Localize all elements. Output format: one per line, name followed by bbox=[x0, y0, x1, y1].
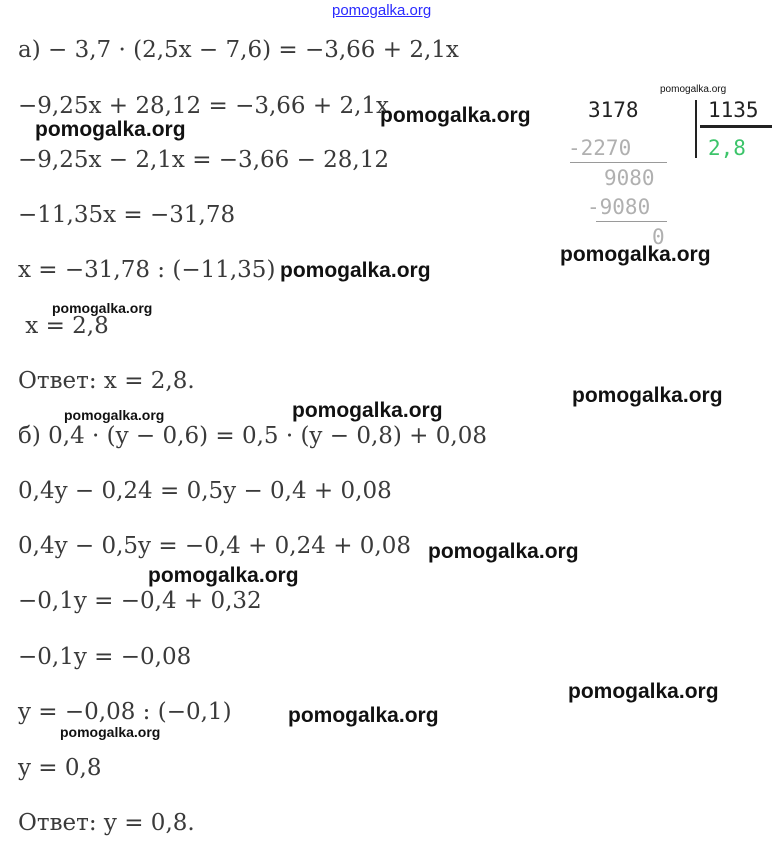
division-dividend: 3178 bbox=[588, 98, 639, 122]
part-a-line-3: −9,25x − 2,1x = −3,66 − 28,12 bbox=[18, 147, 390, 173]
part-a-line-4: −11,35x = −31,78 bbox=[18, 202, 236, 228]
part-b-line-5: −0,1y = −0,08 bbox=[18, 644, 192, 670]
watermark: pomogalka.org bbox=[568, 680, 719, 703]
part-a-line-2: −9,25x + 28,12 = −3,66 + 2,1x bbox=[18, 93, 390, 119]
division-remainder-1: 9080 bbox=[604, 166, 655, 190]
division-quotient: 2,8 bbox=[708, 136, 746, 160]
watermark: pomogalka.org bbox=[288, 704, 439, 727]
part-b-line-7: y = 0,8 bbox=[18, 755, 102, 781]
watermark: pomogalka.org bbox=[572, 384, 723, 407]
watermark: pomogalka.org bbox=[64, 407, 165, 423]
division-remainder-2: 0 bbox=[652, 225, 665, 249]
part-b-line-2: 0,4y − 0,24 = 0,5y − 0,4 + 0,08 bbox=[18, 478, 392, 504]
watermark: pomogalka.org bbox=[60, 724, 161, 740]
division-step-1: -2270 bbox=[568, 136, 632, 160]
watermark-top[interactable]: pomogalka.org bbox=[332, 2, 432, 19]
watermark: pomogalka.org bbox=[380, 104, 531, 127]
part-b-line-3: 0,4y − 0,5y = −0,4 + 0,24 + 0,08 bbox=[18, 533, 411, 559]
part-a-answer: Ответ: x = 2,8. bbox=[18, 368, 195, 394]
part-a-line-5: x = −31,78 : (−11,35) bbox=[18, 257, 276, 283]
division-line-2 bbox=[596, 221, 667, 222]
watermark: pomogalka.org bbox=[280, 259, 431, 282]
division-step-2: -9080 bbox=[587, 195, 651, 219]
watermark: pomogalka.org bbox=[292, 399, 443, 422]
division-divisor: 1135 bbox=[708, 98, 759, 122]
watermark: pomogalka.org bbox=[560, 243, 711, 266]
watermark: pomogalka.org bbox=[35, 118, 186, 141]
part-a-line-6: x = 2,8 bbox=[18, 313, 109, 339]
part-b-line-1: б) 0,4 · (y − 0,6) = 0,5 · (y − 0,8) + 0,08 bbox=[18, 423, 487, 449]
watermark: pomogalka.org bbox=[52, 300, 153, 316]
part-b-line-4: −0,1y = −0,4 + 0,32 bbox=[18, 588, 262, 614]
part-b-answer: Ответ: y = 0,8. bbox=[18, 810, 195, 836]
watermark: pomogalka.org bbox=[660, 84, 727, 95]
division-line-1 bbox=[570, 162, 667, 163]
watermark: pomogalka.org bbox=[428, 540, 579, 563]
division-vertical-bar bbox=[695, 100, 697, 158]
watermark: pomogalka.org bbox=[148, 564, 299, 587]
part-a-line-1: а) − 3,7 · (2,5x − 7,6) = −3,66 + 2,1x bbox=[18, 37, 459, 63]
part-b-line-6: y = −0,08 : (−0,1) bbox=[18, 699, 232, 725]
division-horizontal-bar bbox=[700, 125, 772, 128]
